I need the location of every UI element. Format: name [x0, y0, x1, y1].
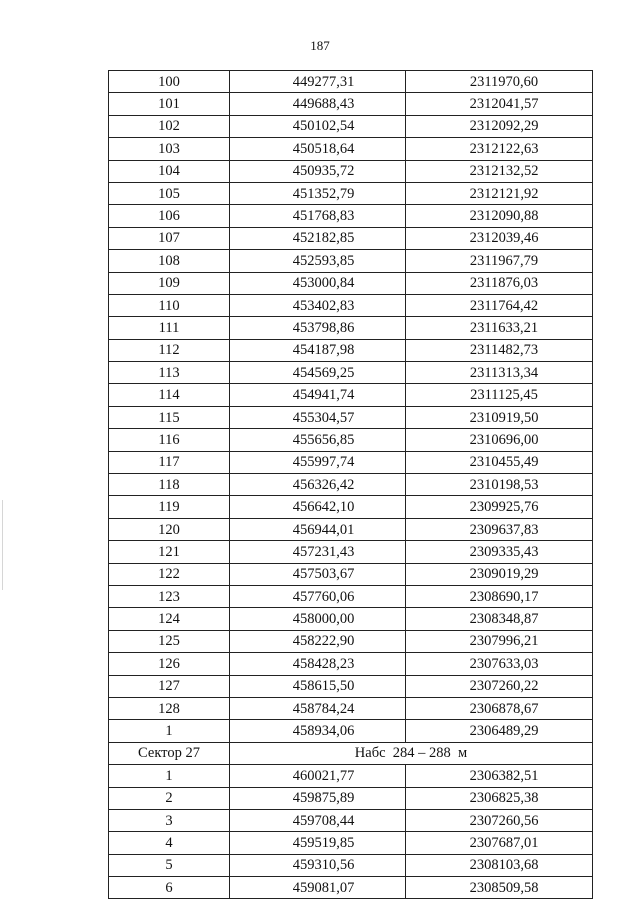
y-coordinate-cell: 2306382,51: [406, 765, 593, 787]
y-coordinate-cell: 2309925,76: [406, 496, 593, 518]
point-number-cell: 110: [109, 294, 230, 316]
x-coordinate-cell: 457503,67: [230, 563, 406, 585]
sector-header-row: [109, 742, 593, 764]
y-coordinate-cell: 2312041,57: [406, 93, 593, 115]
x-coordinate-cell: 457760,06: [230, 585, 406, 607]
x-coordinate-cell: 458784,24: [230, 697, 406, 719]
table-row: [109, 765, 593, 787]
table-row: [109, 160, 593, 182]
table-row: [109, 406, 593, 428]
x-coordinate-cell: 453402,83: [230, 294, 406, 316]
point-number-cell: 113: [109, 362, 230, 384]
point-number-cell: 125: [109, 630, 230, 652]
page-number: 187: [310, 38, 330, 53]
y-coordinate-cell: 2309335,43: [406, 541, 593, 563]
table-row: [109, 138, 593, 160]
table-row: [109, 339, 593, 361]
sector-height-range: Набс 284 – 288 м: [230, 742, 593, 764]
table-row: [109, 809, 593, 831]
x-coordinate-cell: 450935,72: [230, 160, 406, 182]
x-coordinate-cell: 454941,74: [230, 384, 406, 406]
point-number-cell: 114: [109, 384, 230, 406]
point-number-cell: 1: [109, 765, 230, 787]
table-row: [109, 362, 593, 384]
x-coordinate-cell: 460021,77: [230, 765, 406, 787]
point-number-cell: 104: [109, 160, 230, 182]
y-coordinate-cell: 2308690,17: [406, 585, 593, 607]
x-coordinate-cell: 456944,01: [230, 518, 406, 540]
x-coordinate-cell: 459519,85: [230, 832, 406, 854]
table-row: [109, 518, 593, 540]
x-coordinate-cell: 459310,56: [230, 854, 406, 876]
point-number-cell: 6: [109, 877, 230, 899]
y-coordinate-cell: 2311125,45: [406, 384, 593, 406]
y-coordinate-cell: 2311633,21: [406, 317, 593, 339]
table-row: [109, 451, 593, 473]
x-coordinate-cell: 449688,43: [230, 93, 406, 115]
point-number-cell: 127: [109, 675, 230, 697]
x-coordinate-cell: 459708,44: [230, 809, 406, 831]
table-row: [109, 854, 593, 876]
point-number-cell: 112: [109, 339, 230, 361]
table-row: [109, 250, 593, 272]
table-row: [109, 675, 593, 697]
y-coordinate-cell: 2306825,38: [406, 787, 593, 809]
point-number-cell: 106: [109, 205, 230, 227]
x-coordinate-cell: 451352,79: [230, 182, 406, 204]
sector-table-body: [109, 765, 593, 899]
x-coordinate-cell: 458934,06: [230, 720, 406, 742]
y-coordinate-cell: 2311313,34: [406, 362, 593, 384]
y-coordinate-cell: 2306489,29: [406, 720, 593, 742]
x-coordinate-cell: 455997,74: [230, 451, 406, 473]
point-number-cell: 126: [109, 653, 230, 675]
table-row: [109, 496, 593, 518]
y-coordinate-cell: 2308103,68: [406, 854, 593, 876]
y-coordinate-cell: 2309637,83: [406, 518, 593, 540]
table-row: [109, 832, 593, 854]
scan-margin-mark: [2, 500, 3, 590]
table-row: [109, 227, 593, 249]
x-coordinate-cell: 450102,54: [230, 115, 406, 137]
x-coordinate-cell: 451768,83: [230, 205, 406, 227]
table-row: [109, 429, 593, 451]
y-coordinate-cell: 2312092,29: [406, 115, 593, 137]
table-row: [109, 205, 593, 227]
y-coordinate-cell: 2307260,56: [406, 809, 593, 831]
point-number-cell: 103: [109, 138, 230, 160]
point-number-cell: 128: [109, 697, 230, 719]
y-coordinate-cell: 2311482,73: [406, 339, 593, 361]
point-number-cell: 2: [109, 787, 230, 809]
point-number-cell: 120: [109, 518, 230, 540]
point-number-cell: 123: [109, 585, 230, 607]
point-number-cell: 117: [109, 451, 230, 473]
x-coordinate-cell: 455656,85: [230, 429, 406, 451]
table-row: [109, 93, 593, 115]
x-coordinate-cell: 458000,00: [230, 608, 406, 630]
y-coordinate-cell: 2311764,42: [406, 294, 593, 316]
coordinates-table-body: [109, 71, 593, 743]
table-row: [109, 294, 593, 316]
y-coordinate-cell: 2310919,50: [406, 406, 593, 428]
x-coordinate-cell: 458428,23: [230, 653, 406, 675]
point-number-cell: 121: [109, 541, 230, 563]
y-coordinate-cell: 2307633,03: [406, 653, 593, 675]
table-row: [109, 720, 593, 742]
y-coordinate-cell: 2307260,22: [406, 675, 593, 697]
x-coordinate-cell: 452593,85: [230, 250, 406, 272]
x-coordinate-cell: 459875,89: [230, 787, 406, 809]
y-coordinate-cell: 2307687,01: [406, 832, 593, 854]
table-row: [109, 787, 593, 809]
y-coordinate-cell: 2310455,49: [406, 451, 593, 473]
x-coordinate-cell: 450518,64: [230, 138, 406, 160]
point-number-cell: 115: [109, 406, 230, 428]
y-coordinate-cell: 2311967,79: [406, 250, 593, 272]
x-coordinate-cell: 458615,50: [230, 675, 406, 697]
y-coordinate-cell: 2308509,58: [406, 877, 593, 899]
y-coordinate-cell: 2311970,60: [406, 71, 593, 93]
table-row: [109, 182, 593, 204]
point-number-cell: 124: [109, 608, 230, 630]
table-row: [109, 541, 593, 563]
y-coordinate-cell: 2312039,46: [406, 227, 593, 249]
table-row: [109, 71, 593, 93]
x-coordinate-cell: 453000,84: [230, 272, 406, 294]
point-number-cell: 105: [109, 182, 230, 204]
x-coordinate-cell: 452182,85: [230, 227, 406, 249]
x-coordinate-cell: 449277,31: [230, 71, 406, 93]
x-coordinate-cell: 456326,42: [230, 474, 406, 496]
x-coordinate-cell: 456642,10: [230, 496, 406, 518]
table-row: [109, 585, 593, 607]
point-number-cell: 111: [109, 317, 230, 339]
table-row: [109, 653, 593, 675]
x-coordinate-cell: 457231,43: [230, 541, 406, 563]
y-coordinate-cell: 2312132,52: [406, 160, 593, 182]
point-number-cell: 1: [109, 720, 230, 742]
table-row: [109, 563, 593, 585]
sector-header-group: [109, 742, 593, 764]
x-coordinate-cell: 459081,07: [230, 877, 406, 899]
y-coordinate-cell: 2312122,63: [406, 138, 593, 160]
sector-label: Сектор 27: [109, 742, 230, 764]
point-number-cell: 4: [109, 832, 230, 854]
x-coordinate-cell: 455304,57: [230, 406, 406, 428]
table-row: [109, 697, 593, 719]
point-number-cell: 101: [109, 93, 230, 115]
point-number-cell: 100: [109, 71, 230, 93]
point-number-cell: 3: [109, 809, 230, 831]
x-coordinate-cell: 454187,98: [230, 339, 406, 361]
coordinates-table: [108, 70, 593, 899]
point-number-cell: 107: [109, 227, 230, 249]
point-number-cell: 5: [109, 854, 230, 876]
table-row: [109, 317, 593, 339]
table-row: [109, 608, 593, 630]
y-coordinate-cell: 2311876,03: [406, 272, 593, 294]
x-coordinate-cell: 458222,90: [230, 630, 406, 652]
x-coordinate-cell: 453798,86: [230, 317, 406, 339]
point-number-cell: 102: [109, 115, 230, 137]
table-row: [109, 630, 593, 652]
y-coordinate-cell: 2310696,00: [406, 429, 593, 451]
table-row: [109, 384, 593, 406]
y-coordinate-cell: 2309019,29: [406, 563, 593, 585]
point-number-cell: 122: [109, 563, 230, 585]
table-row: [109, 272, 593, 294]
table-row: [109, 115, 593, 137]
x-coordinate-cell: 454569,25: [230, 362, 406, 384]
y-coordinate-cell: 2306878,67: [406, 697, 593, 719]
y-coordinate-cell: 2307996,21: [406, 630, 593, 652]
point-number-cell: 118: [109, 474, 230, 496]
point-number-cell: 108: [109, 250, 230, 272]
point-number-cell: 109: [109, 272, 230, 294]
point-number-cell: 119: [109, 496, 230, 518]
table-row: [109, 877, 593, 899]
table-row: [109, 474, 593, 496]
y-coordinate-cell: 2312121,92: [406, 182, 593, 204]
y-coordinate-cell: 2308348,87: [406, 608, 593, 630]
y-coordinate-cell: 2310198,53: [406, 474, 593, 496]
point-number-cell: 116: [109, 429, 230, 451]
y-coordinate-cell: 2312090,88: [406, 205, 593, 227]
